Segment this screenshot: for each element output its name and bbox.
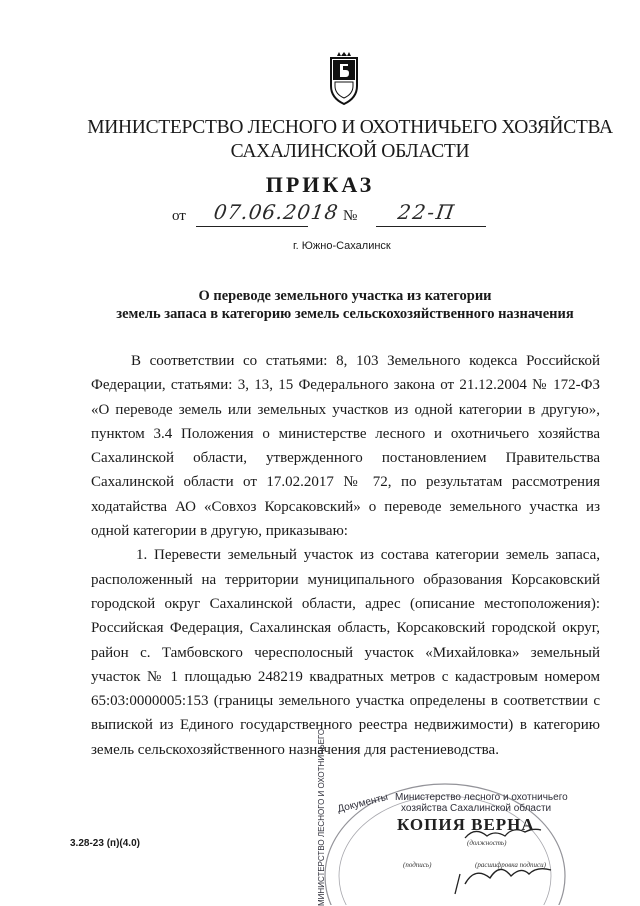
stamp-ministry-line1: Министерство лесного и охотничьего <box>395 792 568 803</box>
body-line: «О переводе земель или земельных участков из одной категории в другую», <box>91 401 600 418</box>
subject-line2: земель запаса в категорию земель сельскохозяйственного назначения <box>116 306 574 322</box>
handwritten-number: 22-П <box>396 200 458 224</box>
ministry-name-line1: МИНИСТЕРСТВО ЛЕСНОГО И ОХОТНИЧЬЕГО ХОЗЯЙСТВА <box>87 117 613 138</box>
body-line: В соответствии со статьями: 8, 103 Земельного кодекса Российской <box>131 353 600 369</box>
stamp-copy-certified: КОПИЯ ВЕРНА <box>397 815 535 834</box>
body-line: ходатайства АО «Совхоз Корсаковский» о переводе земельного участка из <box>91 498 600 515</box>
ministry-name <box>60 116 640 164</box>
ministry-name-line2: САХАЛИНСКОЙ ОБЛАСТИ <box>230 141 470 162</box>
body-line: расположенный на территории муниципального образования Корсаковский <box>91 571 600 588</box>
stamp-ministry-line2: хозяйства Сахалинской области <box>401 803 552 814</box>
stamp-documents-label: Документы <box>336 791 390 816</box>
city-name: г. Южно-Сахалинск <box>293 240 391 252</box>
body-line: городской округ Сахалинской области, адрес (описание местоположения): <box>91 595 600 612</box>
body-line: 65:03:0000005:153 (границы земельного участка определены в соответствии с <box>91 693 600 710</box>
stamp-seal-icon <box>315 728 585 906</box>
stamp-signature-caption: (подпись) <box>403 861 432 869</box>
order-title: ПРИКАЗ <box>265 172 375 197</box>
date-underline <box>196 226 308 227</box>
body-line: земель сельскохозяйственного назначения для растениеводства. <box>91 741 499 758</box>
body-line: 1. Перевести земельный участок из состава категории земель запаса, <box>136 547 600 564</box>
number-label: № <box>343 208 358 224</box>
stamp-position-caption: (должность) <box>467 839 507 847</box>
body-line: Сахалинской области, утвержденного постановлением Правительства <box>91 450 600 467</box>
certification-stamp <box>315 728 585 906</box>
order-body <box>91 349 600 762</box>
form-code: 3.28-23 (п)(4.0) <box>70 838 140 849</box>
body-line: пунктом 3.4 Положения о министерстве лесного и охотничьего хозяйства <box>91 425 600 442</box>
order-date-number-row <box>0 200 640 230</box>
stamp-arc-text: МИНИСТЕРСТВО ЛЕСНОГО И ОХОТНИЧЬЕГО <box>317 728 326 906</box>
body-line: участок № 1 площадью 248219 квадратных метров с кадастровым номером <box>91 668 600 685</box>
body-line: Сахалинской области от 17.02.2017 № 72, по результатам рассмотрения <box>91 474 600 491</box>
body-line: одной категории в другую, приказываю: <box>91 523 348 540</box>
number-underline <box>376 226 486 227</box>
coat-of-arms-icon <box>327 52 361 106</box>
order-subject <box>70 287 620 323</box>
date-label: от <box>172 208 186 224</box>
body-line: Российская Федерация, Сахалинская область, Корсаковский городской округ, <box>91 620 600 637</box>
body-line: район с. Тамбовского чересполосный участок «Михайловка» земельный <box>91 644 600 661</box>
body-line: выпиской из Единого государственного реестра недвижимости) в категорию <box>91 717 600 734</box>
subject-line1: О переводе земельного участка из категории <box>198 288 492 304</box>
stamp-decoding-caption: (расшифровка подписи) <box>475 861 546 869</box>
body-line: Федерации, статьями: 3, 13, 15 Федерального закона от 21.12.2004 № 172-ФЗ <box>91 377 600 394</box>
handwritten-date: 07.06.2018 <box>212 200 341 224</box>
